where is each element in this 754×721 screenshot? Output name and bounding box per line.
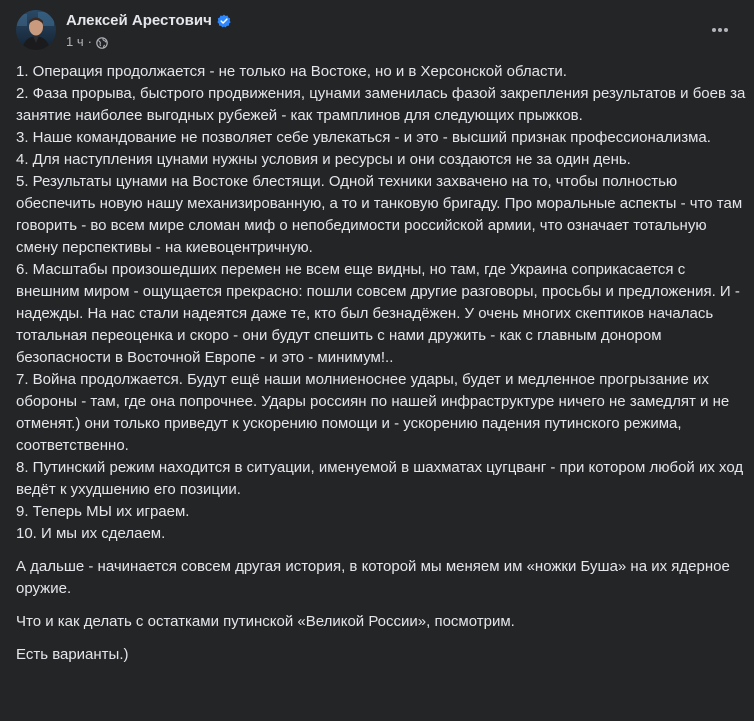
author-name[interactable]: Алексей Арестович bbox=[66, 12, 212, 29]
post-paragraph: Есть варианты.) bbox=[16, 646, 129, 663]
verified-badge-icon bbox=[217, 14, 231, 28]
post-timestamp[interactable]: 1 ч bbox=[66, 34, 84, 49]
post-meta bbox=[66, 11, 231, 50]
author-row bbox=[66, 11, 231, 31]
post-subinfo bbox=[66, 34, 231, 50]
avatar[interactable] bbox=[16, 10, 56, 50]
avatar-image bbox=[16, 10, 56, 50]
globe-icon[interactable] bbox=[96, 36, 108, 48]
post-header bbox=[16, 8, 738, 52]
post-paragraph: А дальше - начинается совсем другая история, в которой мы меняем им «ножки Буша» на их ядерное оружие. bbox=[16, 558, 734, 597]
post-paragraph: 1. Операция продолжается - не только на Востоке, но и в Херсонской области. 2. Фаза прорыва, быстрого продвижения, цунами заменилась фазой закрепления результатов и боев за занятие наиболее выгодных рубежей - как трамплинов для следующих прыжков. 3. Наше командование не позволяет себе увлекаться - и это - высший признак профессионализма. 4. Для наступления цунами нужны условия и ресурсы и они создаются не за один день. 5. Результаты цунами на Востоке блестящи. Одной техники захвачено на то, чтобы полностью обеспечить новую нашу механизированную, а то и танковую бригаду. Про моральные аспекты - что там говорить - во всем мире сломан миф о непобедимости российской армии, что означает тотальную смену перспективы - на киевоцентричную. 6. Масштабы произошедших перемен не всем еще видны, но там, где Украина соприкасается с внешним миром - ощущается прекрасно: пошли совсем другие разговоры, просьбы и предложения. И - надежды. На нас стали надеятся даже те, кто был безнадёжен. У очень многих скептиков началась тотальная переоценка и скоро - они будут спешить с нами дружить - как с главным донором безопасности в Восточной Европе - и это - минимум!.. 7. Война продолжается. Будут ещё наши молниеноснее удары, будет и медленное прогрызание их обороны - там, где она попрочнее. Удары россиян по нашей инфраструктуре ничего не замедлят и не отменят.) они только приведут к ускорению помощи и - ускорению падения путинского режима, соответственно. 8. Путинский режим находится в ситуации, именуемой в шахматах цугцванг - при котором любой их ход ведёт к ухудшению его позиции. 9. Теперь МЫ их играем. 10. И мы их сделаем. bbox=[16, 63, 746, 542]
post-text bbox=[16, 61, 746, 666]
separator-dot: · bbox=[87, 34, 92, 49]
post-paragraph: Что и как делать с остатками путинской «Великой России», посмотрим. bbox=[16, 613, 515, 630]
more-options-button[interactable] bbox=[702, 12, 738, 48]
more-horizontal-icon bbox=[710, 20, 730, 40]
